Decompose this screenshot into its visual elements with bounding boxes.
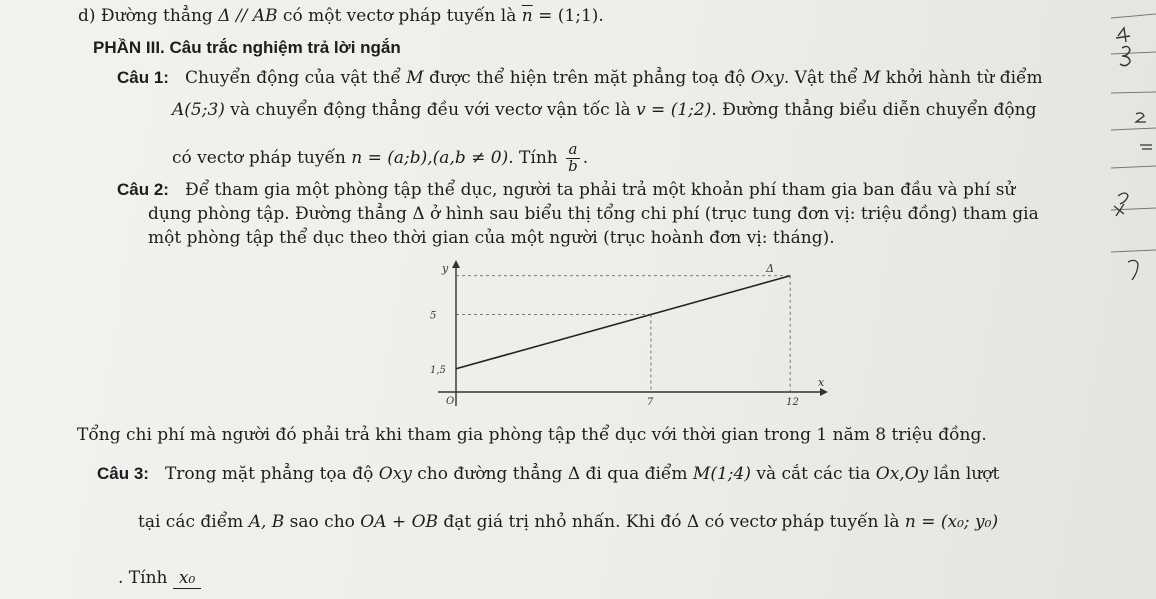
q1-text: có vectơ pháp tuyến xyxy=(172,147,352,168)
q1-line-3 xyxy=(172,142,588,175)
q3-text: cho đường thẳng Δ đi qua điểm xyxy=(411,464,693,484)
q2-text: Để tham gia một phòng tập thể dục, người ta phải trả một khoản phí tham gia ban đầu và phí sử xyxy=(184,180,1016,200)
q1-label: Câu 1: xyxy=(117,68,169,87)
q3-line-3 xyxy=(118,568,201,588)
q3-text: sao cho xyxy=(284,512,361,532)
line-label: Δ xyxy=(766,261,775,275)
q3-x0: x₀ xyxy=(173,568,201,589)
series-line-delta xyxy=(456,276,790,369)
q1-math: n = (a;b),(a,b ≠ 0) xyxy=(351,147,509,168)
statement-d-c: có một vectơ pháp tuyến là xyxy=(277,6,522,26)
x-axis-label: x xyxy=(818,376,825,389)
q1-math: v = (1;2) xyxy=(636,100,712,120)
y-tick-label: 1,5 xyxy=(430,364,446,376)
q1-math: M xyxy=(406,68,424,88)
q1-text: . Tính xyxy=(508,147,564,168)
q3-math: n = (x₀; y₀) xyxy=(904,512,999,532)
q1-text: . xyxy=(582,147,589,168)
q2-line-2: dụng phòng tập. Đường thẳng Δ ở hình sau biểu thị tổng chi phí (trục tung đơn vị: triệu đồng) tham gia xyxy=(148,204,1039,224)
q1-text: . Vật thể xyxy=(783,68,863,88)
q1-line-2 xyxy=(172,100,1036,120)
q1-text: khởi hành từ điểm xyxy=(880,68,1043,88)
q1-math: A(5;3) xyxy=(172,100,225,120)
q2-line-3: một phòng tập thể dục theo thời gian của một người (trục hoành đơn vị: tháng). xyxy=(148,228,835,248)
q3-line-2 xyxy=(138,512,998,532)
statement-d-b: Δ // AB xyxy=(218,6,278,26)
q3-label: Câu 3: xyxy=(97,464,149,483)
q3-math: OA + OB xyxy=(360,512,438,532)
q3-text: . Tính xyxy=(118,568,173,588)
y-axis-arrow xyxy=(452,260,460,268)
q3-text: Trong mặt phẳng tọa độ xyxy=(164,464,379,484)
section-title: PHẦN III. Câu trắc nghiệm trả lời ngắn xyxy=(93,38,401,57)
q1-text: được thể hiện trên mặt phẳng toạ độ xyxy=(423,68,751,88)
q3-line-1 xyxy=(97,464,999,484)
q1-math: Oxy xyxy=(750,68,784,88)
y-tick-label: 5 xyxy=(430,310,437,322)
q2-label: Câu 2: xyxy=(117,180,169,199)
frac-num: a xyxy=(566,142,580,159)
statement-d-a: d) Đường thẳng xyxy=(78,6,219,26)
q3-text: và cắt các tia xyxy=(750,464,876,484)
statement-d-vector: $\overline{n}$ xyxy=(521,6,533,26)
q3-text: tại các điểm xyxy=(138,512,249,532)
origin-label: O xyxy=(446,396,455,407)
q3-math: A, B xyxy=(248,512,285,532)
q3-math: Oxy xyxy=(378,464,412,484)
x-tick-label: 7 xyxy=(646,397,654,408)
q2-line-4: Tổng chi phí mà người đó phải trả khi tham gia phòng tập thể dục với thời gian trong 1 năm 8 triệu đồng. xyxy=(77,425,987,445)
q1-text: . Đường thẳng biểu diễn chuyển động xyxy=(711,100,1037,120)
q3-text: đạt giá trị nhỏ nhấn. Khi đó Δ có vectơ pháp tuyến là xyxy=(438,512,905,532)
cost-chart xyxy=(418,258,838,408)
handwriting-scribble xyxy=(1106,0,1156,599)
q1-math: M xyxy=(862,68,881,88)
statement-d xyxy=(78,6,604,26)
frac-den: b xyxy=(568,156,578,175)
statement-d-e: = (1;1). xyxy=(532,6,604,26)
q1-line-1 xyxy=(117,68,1043,88)
q1-text: Chuyển động của vật thể xyxy=(184,68,407,88)
q3-text: lần lượt xyxy=(928,464,1000,484)
q3-math: M(1;4) xyxy=(692,464,751,484)
q3-math: Ox,Oy xyxy=(875,464,929,484)
q2-line-1 xyxy=(117,180,1015,200)
q1-text: và chuyển động thẳng đều với vectơ vận tốc là xyxy=(224,100,637,120)
x-tick-label: 12 xyxy=(786,397,799,408)
y-axis-label: y xyxy=(442,262,449,275)
q1-fraction xyxy=(566,142,580,175)
x-axis-arrow xyxy=(820,388,828,396)
